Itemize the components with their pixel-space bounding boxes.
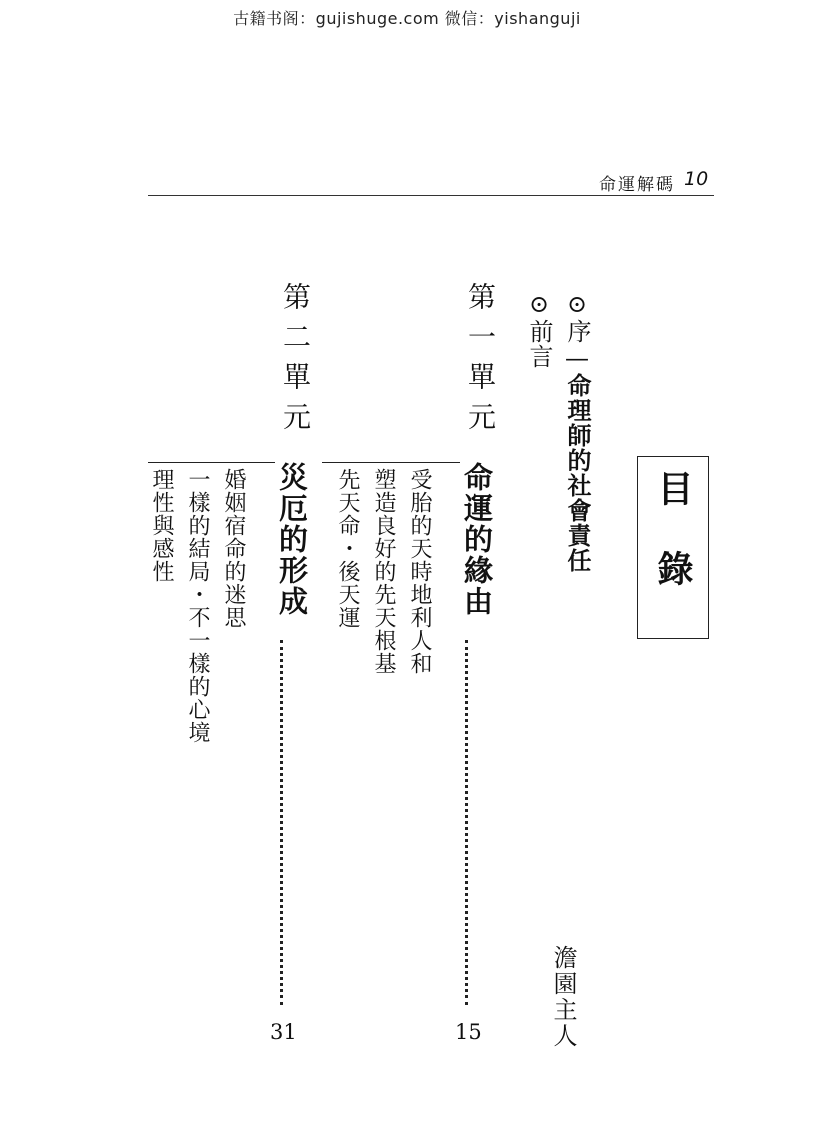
toc-item-preface[interactable] [562, 290, 592, 573]
toc-title: 目錄 [652, 470, 694, 630]
unit-2-subsection-1[interactable]: 婚姻宿命的迷思 [221, 468, 246, 629]
dash-separator: — [563, 344, 591, 373]
unit-1-page: 15 [455, 1020, 482, 1044]
toc-item-label: 前言 [525, 319, 553, 369]
page-number: 10 [684, 168, 709, 190]
unit-2-page: 31 [270, 1020, 297, 1044]
watermark-text: 古籍书阁：gujishuge.com 微信：yishanguji [233, 9, 581, 28]
header-rule [148, 195, 714, 196]
bullet-icon: ⊙ [525, 290, 553, 319]
toc-item-foreword[interactable] [524, 290, 554, 369]
unit-1-subsection-2[interactable]: 塑造良好的先天根基 [371, 468, 396, 675]
unit-2-subsection-2[interactable]: 一樣的結局・不一樣的心境 [185, 468, 210, 744]
bullet-icon: ⊙ [563, 290, 591, 319]
unit-2-subsection-3[interactable]: 理性與感性 [149, 468, 174, 583]
unit-2-label: 第二單元 [279, 282, 312, 442]
subsection-rule [148, 462, 275, 463]
leader-dots [465, 640, 468, 1005]
leader-dots [280, 640, 283, 1005]
subsection-rule [322, 462, 460, 463]
unit-1-subsection-1[interactable]: 受胎的天時地利人和 [407, 468, 432, 675]
toc-item-subtitle: 命理師的社會責任 [563, 373, 592, 573]
unit-1-title[interactable]: 命運的緣由 [460, 462, 494, 617]
unit-1-label: 第一單元 [464, 282, 497, 442]
toc-item-label: 序 [563, 319, 591, 344]
author-name: 澹園主人 [549, 945, 577, 1049]
unit-2-title[interactable]: 災厄的形成 [275, 462, 309, 617]
running-title: 命運解碼 [599, 175, 675, 195]
unit-1-subsection-3[interactable]: 先天命・後天運 [335, 468, 360, 629]
